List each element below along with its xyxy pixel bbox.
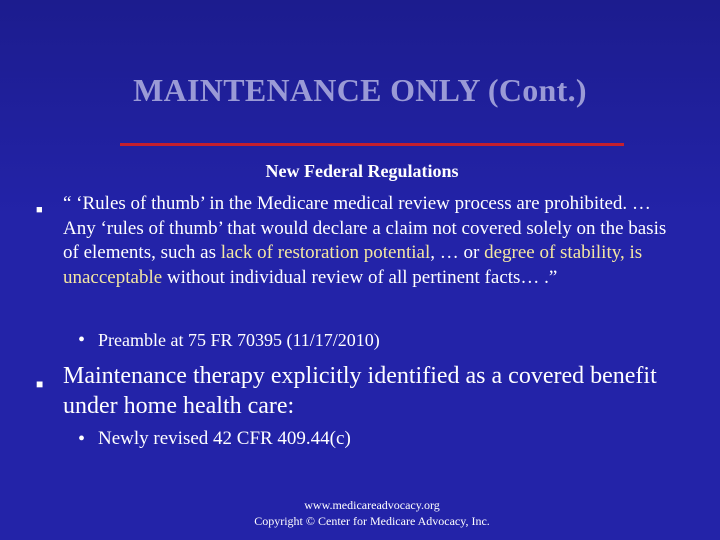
dot-bullet-icon: • [78,329,86,351]
quote-highlight-1: lack of restoration potential [220,242,431,263]
quote-part-3: without individual review of all pertinent facts… .” [162,266,558,288]
slide-subtitle: New Federal Regulations [265,161,459,181]
bullet-maintenance [36,361,686,421]
square-bullet-icon: ■ [36,204,43,216]
bullet-quote [36,192,676,290]
sub-bullet-preamble [78,328,380,352]
square-bullet-icon: ■ [36,377,44,391]
footer-url: www.medicareadvocacy.org [304,498,440,512]
dot-bullet-icon: • [78,428,86,450]
sub-bullet-cfr [78,427,351,451]
sub-bullet-preamble-text: Preamble at 75 FR 70395 (11/17/2010) [98,330,380,350]
quote-part-2: , … or [430,242,485,263]
quote-highlight-2: degree of stability, is unacceptable [63,242,643,288]
quote-part-1: “ ‘Rules of thumb’ in the Medicare medical review process are prohibited. … Any ‘rules of thumb’ that would declare a claim not covered solely on the basis of elements, such as [63,193,667,263]
slide-title: MAINTENANCE ONLY (Cont.) [133,72,587,108]
footer [0,497,720,529]
title-divider [120,143,624,146]
bullet-maintenance-text: Maintenance therapy explicitly identified as a covered benefit under home health care: [63,363,657,419]
footer-copyright: Copyright © Center for Medicare Advocacy, Inc. [254,514,490,528]
sub-bullet-cfr-text: Newly revised 42 CFR 409.44(c) [98,428,351,449]
bullet-quote-text [63,192,676,290]
